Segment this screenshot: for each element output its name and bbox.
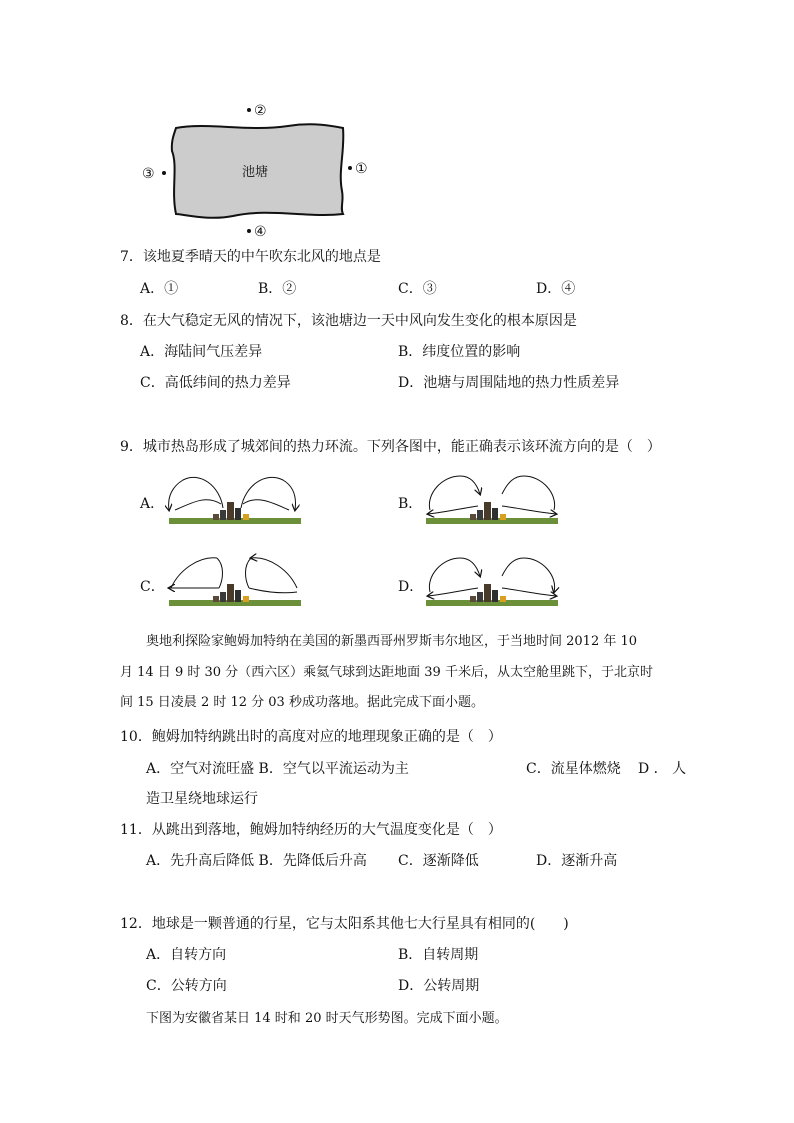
city-ground-d xyxy=(426,584,558,606)
q10-option-c[interactable]: C．流星体燃烧 xyxy=(526,761,621,777)
q9-stem: 9．城市热岛形成了城郊间的热力环流。下列各图中，能正确表示该环流方向的是（ ） xyxy=(120,439,661,455)
q9-option-b[interactable]: B． xyxy=(398,496,423,512)
q7-option-c[interactable]: C．③ xyxy=(398,281,437,297)
q7-option-d[interactable]: D．④ xyxy=(536,281,576,297)
circulation-diagram-b[interactable] xyxy=(422,466,562,528)
q7-option-b[interactable]: B．② xyxy=(258,281,297,297)
circulation-diagram-c[interactable] xyxy=(165,548,305,610)
q12-option-d[interactable]: D．公转周期 xyxy=(398,978,480,994)
q10-option-d-continued[interactable]: 造卫星绕地球运行 xyxy=(146,791,258,807)
pond-diagram xyxy=(138,96,378,246)
point-2-dot xyxy=(247,108,251,112)
q8-option-c[interactable]: C．高低纬间的热力差异 xyxy=(140,375,291,391)
q7-option-a[interactable]: A．① xyxy=(140,281,179,297)
q10-options-ab[interactable]: A．空气对流旺盛 B．空气以平流运动为主 xyxy=(146,761,409,777)
point-2-label: ② xyxy=(254,103,267,119)
pond-figure xyxy=(138,96,378,246)
city-ground-b xyxy=(426,502,558,524)
passage1-line2: 月 14 日 9 时 30 分（西六区）乘氦气球到达距地面 39 千米后，从太空舱里跳下，于北京时 xyxy=(120,665,653,680)
point-3-dot xyxy=(162,171,166,175)
q9-option-a[interactable]: A． xyxy=(140,496,165,512)
q12-stem: 12．地球是一颗普通的行星，它与太阳系其他七大行星具有相同的( ) xyxy=(120,916,569,932)
circulation-diagram-d[interactable] xyxy=(422,548,562,610)
pond-label: 池塘 xyxy=(241,165,269,180)
q11-stem: 11．从跳出到落地，鲍姆加特纳经历的大气温度变化是（ ） xyxy=(120,822,502,838)
passage1-line1: 奥地利探险家鲍姆加特纳在美国的新墨西哥州罗斯韦尔地区，于当地时间 2012 年 10 xyxy=(146,634,638,649)
q12-option-a[interactable]: A．自转方向 xyxy=(146,947,227,963)
circulation-diagram-a[interactable] xyxy=(165,466,305,528)
point-1-label: ① xyxy=(355,161,368,177)
q11-options-ab[interactable]: A．先升高后降低 B．先降低后升高 xyxy=(146,853,367,869)
q12-option-b[interactable]: B．自转周期 xyxy=(398,947,479,963)
q9-option-c[interactable]: C． xyxy=(140,579,165,595)
q9-option-d[interactable]: D． xyxy=(398,579,424,595)
q7-stem: 7．该地夏季晴天的中午吹东北风的地点是 xyxy=(120,249,381,265)
city-ground-c xyxy=(169,584,301,606)
q11-option-d[interactable]: D．逐渐升高 xyxy=(536,853,618,869)
q8-option-d[interactable]: D．池塘与周围陆地的热力性质差异 xyxy=(398,375,620,391)
passage2-line1: 下图为安徽省某日 14 时和 20 时天气形势图。完成下面小题。 xyxy=(146,1011,508,1026)
passage1-line3: 间 15 日凌晨 2 时 12 分 03 秒成功落地。据此完成下面小题。 xyxy=(120,695,484,710)
q8-option-a[interactable]: A．海陆间气压差异 xyxy=(140,344,263,360)
q10-stem: 10．鲍姆加特纳跳出时的高度对应的地理现象正确的是（ ） xyxy=(120,729,502,745)
point-3-label: ③ xyxy=(142,166,155,182)
q12-option-c[interactable]: C．公转方向 xyxy=(146,978,227,994)
point-4-dot xyxy=(247,229,251,233)
city-ground-a xyxy=(169,502,301,524)
point-4-label: ④ xyxy=(254,224,267,240)
q10-option-d[interactable]: D ． 人 xyxy=(638,761,687,777)
q11-option-c[interactable]: C．逐渐降低 xyxy=(398,853,479,869)
q8-option-b[interactable]: B．纬度位置的影响 xyxy=(398,344,521,360)
point-1-dot xyxy=(348,166,352,170)
q8-stem: 8．在大气稳定无风的情况下，该池塘边一天中风向发生变化的根本原因是 xyxy=(120,313,577,329)
